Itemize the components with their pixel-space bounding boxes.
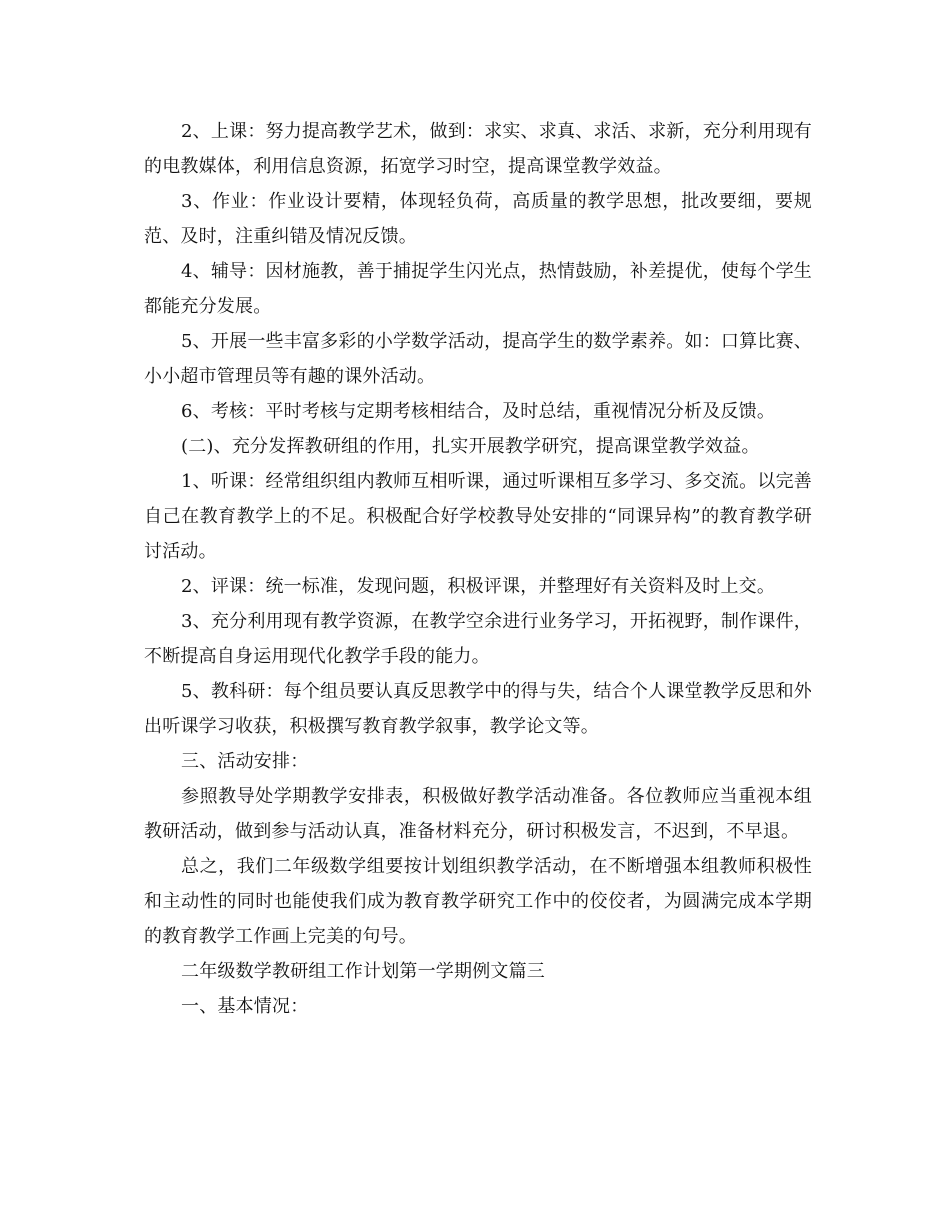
paragraph-lesson-observation-item-1: 1、听课：经常组织组内教师互相听课，通过听课相互多学习、多交流。以完善自己在教育教学上的不足。积极配合好学校教导处安排的“同课异构”的教育教学研讨活动。: [144, 471, 812, 562]
document-subtitle: 二年级数学教研组工作计划第一学期例文篇三: [181, 961, 545, 982]
paragraph-summary: 总之，我们二年级数学组要按计划组织教学活动，在不断增强本组教师积极性和主动性的同时也能使我们成为教育教学研究工作中的佼佼者，为圆满完成本学期的教育教学工作画上完美的句号。: [144, 856, 812, 947]
section-heading-three: 三、活动安排：: [181, 751, 309, 772]
paragraph-resources-item-3: 3、充分利用现有教学资源，在教学空余进行业务学习，开拓视野，制作课件，不断提高自身运用现代化教学手段的能力。: [144, 611, 812, 667]
paragraph-research-item-5: 5、教科研：每个组员要认真反思教学中的得与失，结合个人课堂教学反思和外出听课学习收获，积极撰写教育教学叙事，教学论文等。: [144, 681, 812, 737]
document-body: [144, 114, 812, 1024]
paragraph-activities-item-5: 5、开展一些丰富多彩的小学数学活动，提高学生的数学素养。如：口算比赛、小小超市管理员等有趣的课外活动。: [144, 331, 812, 387]
paragraph-tutoring-item-4: 4、辅导：因材施教，善于捕捉学生闪光点，热情鼓励，补差提优，使每个学生都能充分发展。: [144, 261, 812, 317]
section-heading-two: (二)、充分发挥教研组的作用，扎实开展教学研究，提高课堂教学效益。: [181, 436, 760, 457]
paragraph-homework-item-3: 3、作业：作业设计要精，体现轻负荷，高质量的教学思想，批改要细，要规范、及时，注重纠错及情况反馈。: [144, 191, 812, 247]
section-heading-basic-info: 一、基本情况：: [181, 996, 309, 1017]
paragraph-class-item-2: 2、上课：努力提高教学艺术，做到：求实、求真、求活、求新，充分利用现有的电教媒体，利用信息资源，拓宽学习时空，提高课堂教学效益。: [144, 121, 812, 177]
paragraph-schedule: 参照教导处学期教学安排表，积极做好教学活动准备。各位教师应当重视本组教研活动，做到参与活动认真，准备材料充分，研讨积极发言，不迟到，不早退。: [144, 786, 812, 842]
paragraph-lesson-evaluation-item-2: 2、评课：统一标准，发现问题，积极评课，并整理好有关资料及时上交。: [181, 576, 776, 597]
paragraph-assessment-item-6: 6、考核：平时考核与定期考核相结合，及时总结，重视情况分析及反馈。: [181, 401, 776, 422]
